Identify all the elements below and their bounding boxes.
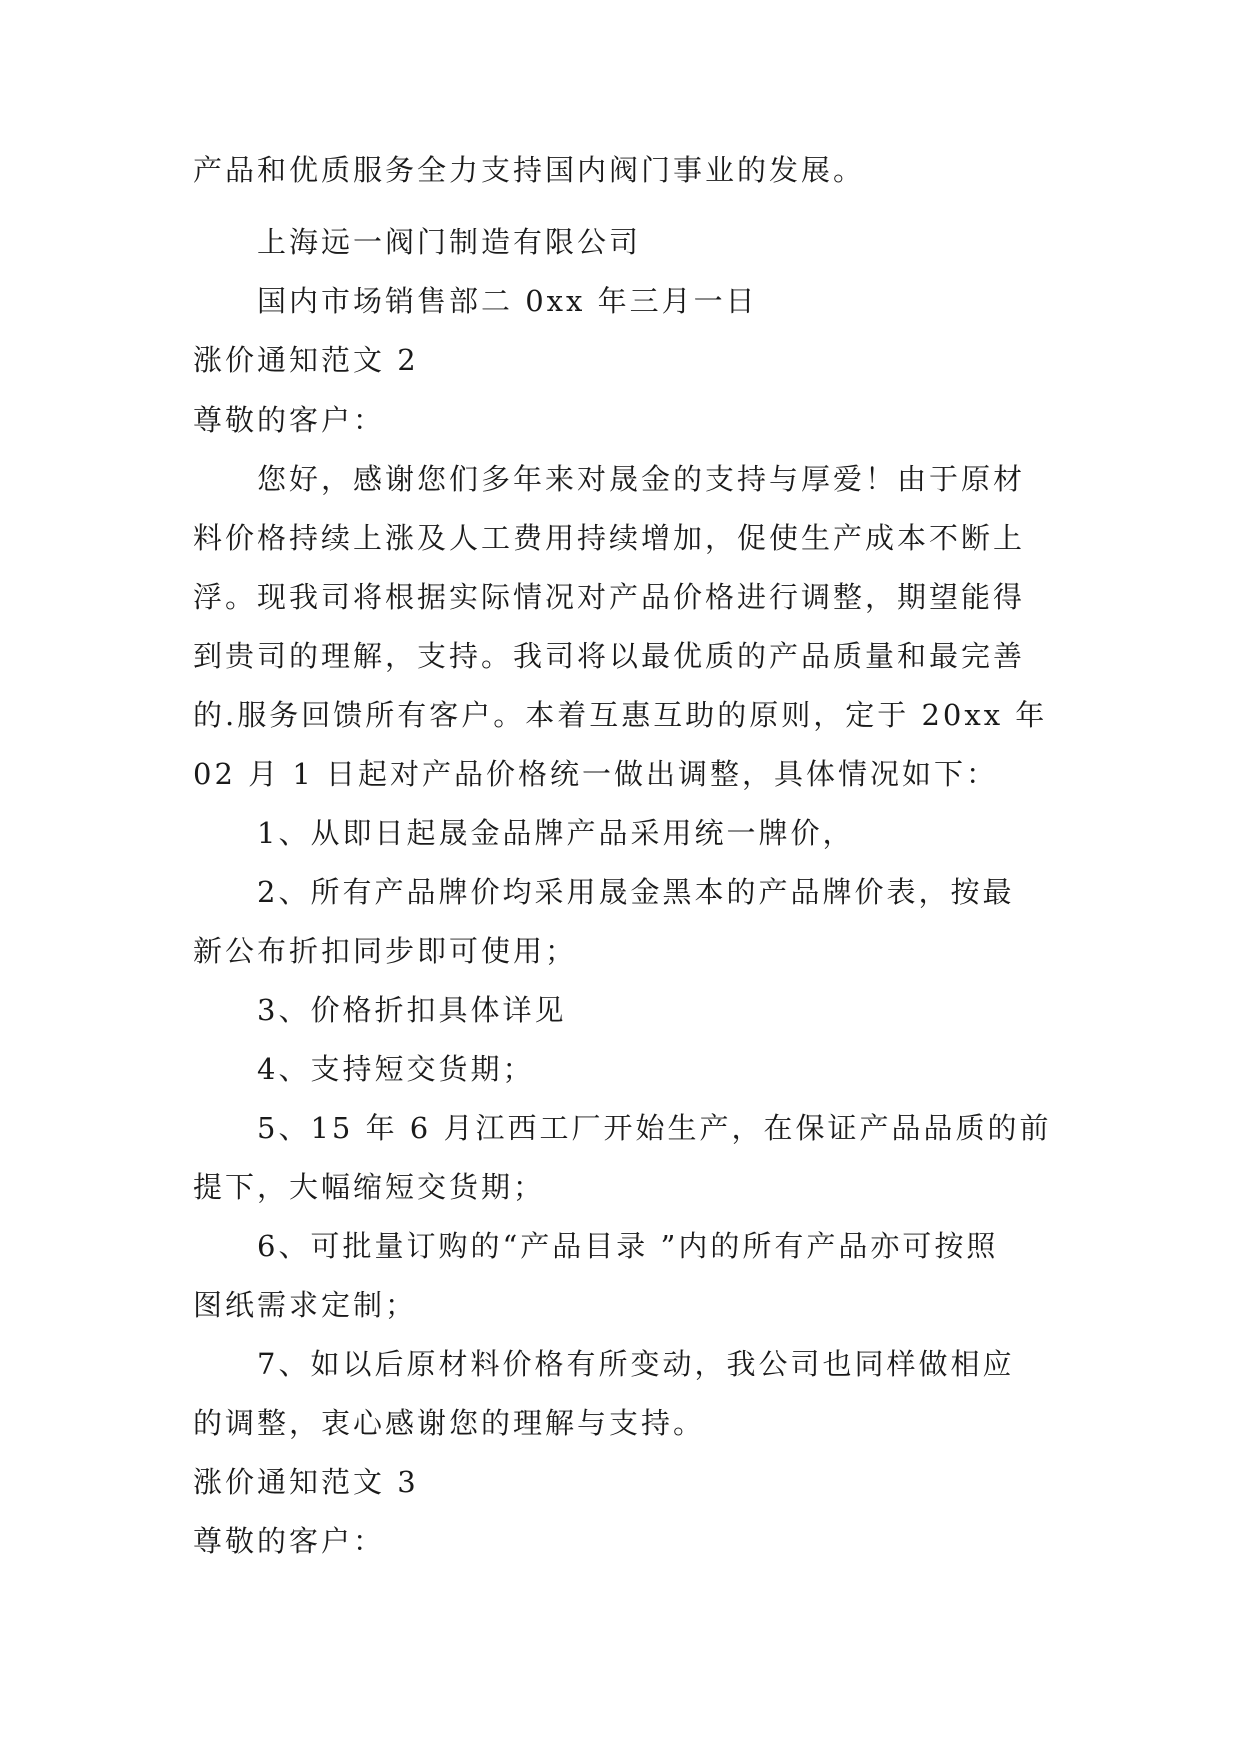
list-item: 2、所有产品牌价均采用晟金黑本的产品牌价表，按最 bbox=[257, 875, 1015, 909]
list-item: 1、从即日起晟金品牌产品采用统一牌价， bbox=[257, 816, 855, 850]
section-heading: 涨价通知范文 2 bbox=[193, 343, 419, 377]
paragraph-line: 料价格持续上涨及人工费用持续增加，促使生产成本不断上 bbox=[193, 521, 1026, 555]
department-date: 国内市场销售部二 0xx 年三月一日 bbox=[257, 284, 758, 318]
list-item: 5、15 年 6 月江西工厂开始生产，在保证产品品质的前 bbox=[257, 1111, 1052, 1145]
paragraph-line: 您好，感谢您们多年来对晟金的支持与厚爱！由于原材 bbox=[257, 462, 1026, 496]
list-item-continuation: 提下，大幅缩短交货期； bbox=[193, 1170, 546, 1204]
salutation: 尊敬的客户： bbox=[193, 1524, 386, 1558]
list-item: 7、如以后原材料价格有所变动，我公司也同样做相应 bbox=[257, 1347, 1015, 1381]
list-item: 3、价格折扣具体详见 bbox=[257, 993, 567, 1027]
list-item-continuation: 的调整，衷心感谢您的理解与支持。 bbox=[193, 1406, 706, 1440]
paragraph-line: 产品和优质服务全力支持国内阀门事业的发展。 bbox=[193, 153, 866, 187]
paragraph-line: 02 月 1 日起对产品价格统一做出调整，具体情况如下： bbox=[193, 757, 999, 791]
list-item: 6、可批量订购的“产品目录 ”内的所有产品亦可按照 bbox=[257, 1229, 999, 1263]
list-item-continuation: 新公布折扣同步即可使用； bbox=[193, 934, 578, 968]
paragraph-line: 浮。现我司将根据实际情况对产品价格进行调整，期望能得 bbox=[193, 580, 1026, 614]
paragraph-line: 的.服务回馈所有客户。本着互惠互助的原则，定于 20xx 年 bbox=[193, 698, 1048, 732]
list-item: 4、支持短交货期； bbox=[257, 1052, 535, 1086]
section-heading: 涨价通知范文 3 bbox=[193, 1465, 419, 1499]
list-item-continuation: 图纸需求定制； bbox=[193, 1288, 418, 1322]
paragraph-line: 到贵司的理解，支持。我司将以最优质的产品质量和最完善 bbox=[193, 639, 1026, 673]
company-name: 上海远一阀门制造有限公司 bbox=[257, 225, 642, 259]
salutation: 尊敬的客户： bbox=[193, 403, 386, 437]
